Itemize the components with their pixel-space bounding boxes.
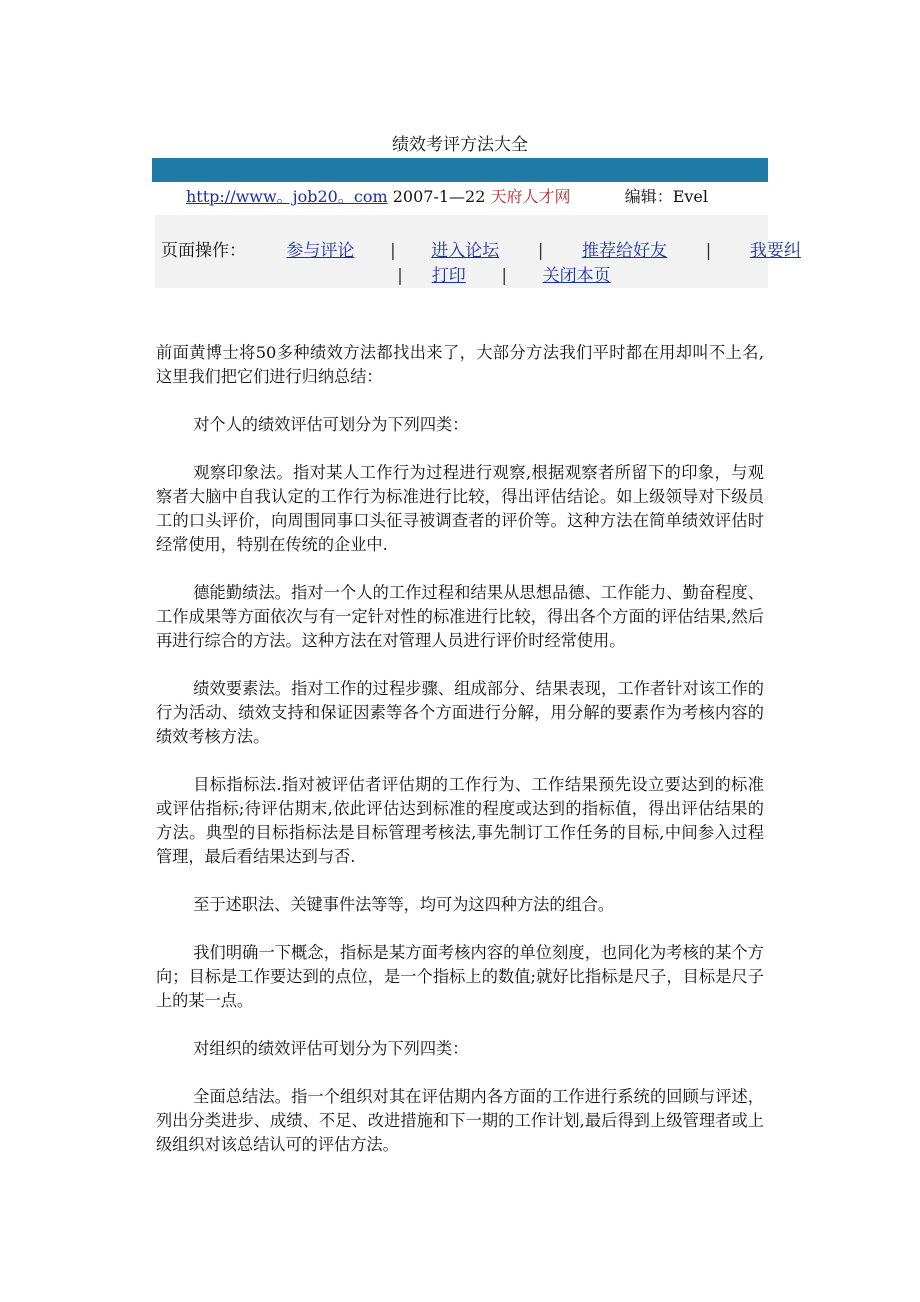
paragraph: 我们明确一下概念，指标是某方面考核内容的单位刻度，也同化为考核的某个方向；目标是工作要达到的点位，是一个指标上的数值;就好比指标是尺子，目标是尺子上的某一点。 <box>156 943 764 1010</box>
paragraph: 前面黄博士将50多种绩效方法都找出来了，大部分方法我们平时都在用却叫不上名,这里我们把它们进行归纳总结： <box>156 343 764 386</box>
print-link[interactable]: 打印 <box>431 266 466 286</box>
report-error-link[interactable]: 我要纠 <box>749 241 801 261</box>
paragraph: 全面总结法。指一个组织对其在评估期内各方面的工作进行系统的回顾与评述，列出分类进步、成绩、不足、改进措施和下一期的工作计划,最后得到上级管理者或上级组织对该总结认可的评估方法。 <box>156 1087 764 1154</box>
title-bar <box>152 158 768 182</box>
article-title: 绩效考评方法大全 <box>392 135 528 155</box>
editor: 编辑：Evel <box>624 187 709 206</box>
ops-row-1 <box>161 240 801 262</box>
paragraph: 德能勤绩法。指对一个人的工作过程和结果从思想品德、工作能力、勤奋程度、工作成果等方面依次与有一定针对性的标准进行比较，得出各个方面的评估结果,然后再进行综合的方法。这种方法在对管理人员进行评价时经常使用。 <box>156 583 764 650</box>
paragraph: 目标指标法.指对被评估者评估期的工作行为、工作结果预先设立要达到的标准或评估指标;待评估期末,依此评估达到标准的程度或达到的指标值，得出评估结果的方法。典型的目标指标法是目标管理考核法,事先制订工作任务的目标,中间参入过程管理，最后看结果达到与否. <box>156 775 764 866</box>
separator: | <box>537 241 544 261</box>
recommend-friend-link[interactable]: 推荐给好友 <box>582 241 668 261</box>
source-url-link[interactable]: http://www。job20。com <box>186 187 388 206</box>
paragraph: 绩效要素法。指对工作的过程步骤、组成部分、结果表现，工作者针对该工作的行为活动、绩效支持和保证因素等各个方面进行分解，用分解的要素作为考核内容的绩效考核方法。 <box>156 679 764 746</box>
source-name: 天府人才网 <box>490 187 571 206</box>
meta-line <box>186 186 786 208</box>
paragraph: 对个人的绩效评估可划分为下列四类： <box>193 415 469 434</box>
comment-link[interactable]: 参与评论 <box>286 241 355 261</box>
paragraph: 观察印象法。指对某人工作行为过程进行观察,根据观察者所留下的印象，与观察者大脑中自我认定的工作行为标准进行比较，得出评估结论。如上级领导对下级员工的口头评价，向周围同事口头征寻被调查者的评价等。这种方法在简单绩效评估时经常使用，特别在传统的企业中. <box>156 463 764 554</box>
article-body <box>156 341 764 1181</box>
page-operations-bar <box>155 215 801 288</box>
paragraph: 对组织的绩效评估可划分为下列四类： <box>193 1039 469 1058</box>
separator: | <box>705 241 712 261</box>
separator: | <box>389 241 396 261</box>
ops-label: 页面操作： <box>161 241 246 261</box>
separator: | <box>501 266 508 286</box>
paragraph: 至于述职法、关键事件法等等，均可为这四种方法的组合。 <box>193 895 615 914</box>
close-page-link[interactable]: 关闭本页 <box>542 266 611 286</box>
enter-forum-link[interactable]: 进入论坛 <box>431 241 500 261</box>
separator: | <box>397 266 403 286</box>
publish-date: 2007-1—22 <box>392 187 486 206</box>
ops-row-2 <box>389 265 611 287</box>
